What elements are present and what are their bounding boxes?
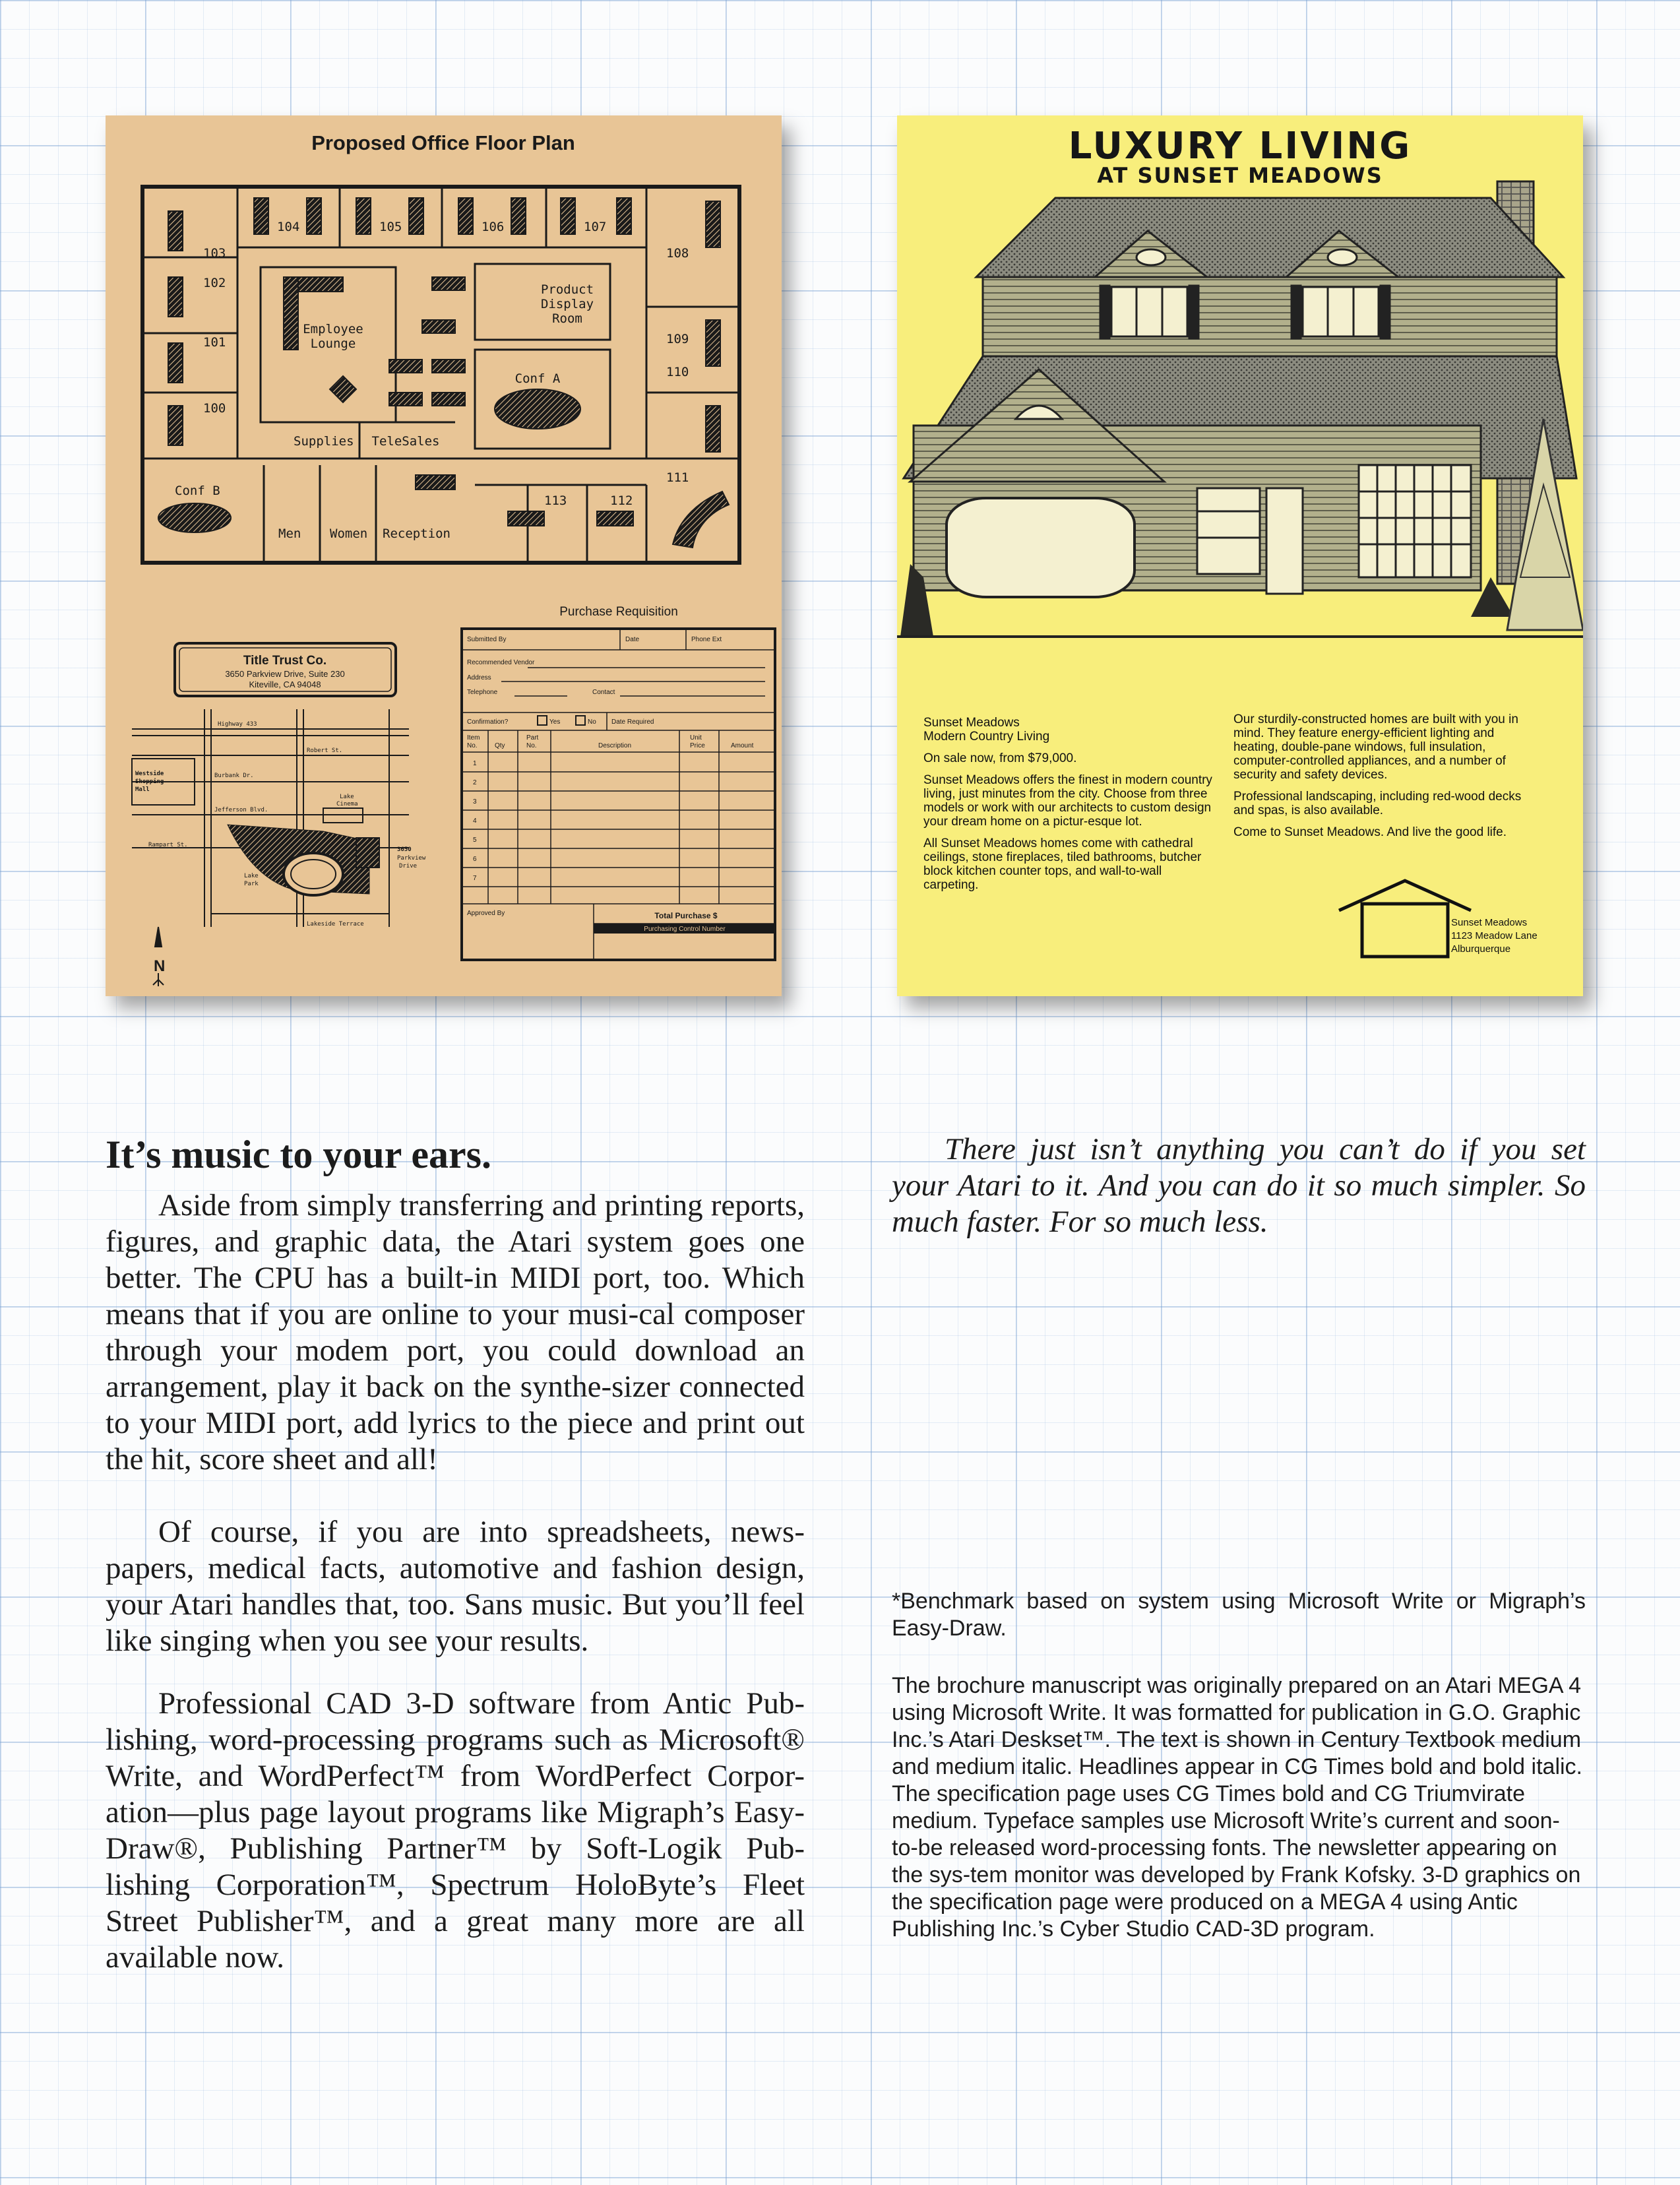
desk-blocks xyxy=(158,198,729,548)
map-park-line1: Lake xyxy=(244,873,259,879)
room-conf-b: Conf B xyxy=(175,484,220,498)
room-supplies: Supplies xyxy=(294,434,354,449)
req-no: No xyxy=(588,718,596,726)
req-telephone: Telephone xyxy=(467,689,498,696)
room-109: 109 xyxy=(666,332,689,346)
flyer-intro: Sunset Meadows offers the finest in modern country living, just minutes from the city. Choose from three models or work with our architects to custom design your dream home on a pictur-esque lot. xyxy=(923,773,1212,829)
logo-company: Sunset Meadows xyxy=(1451,917,1528,928)
logo-street: 1123 Meadow Lane xyxy=(1451,930,1538,941)
flyer-landscaping: Professional landscaping, including red-wood decks and spas, is also available. xyxy=(1233,790,1522,817)
req-row-number: 4 xyxy=(473,817,477,825)
room-lounge-line2: Lounge xyxy=(310,336,356,351)
room-reception: Reception xyxy=(383,526,451,541)
article-heading: It’s music to your ears. xyxy=(106,1133,491,1176)
room-lounge-line1: Employee xyxy=(303,322,363,336)
room-product-line1: Product xyxy=(540,282,594,297)
req-col-unit-line1: Unit xyxy=(690,734,702,742)
map-jefferson: Jefferson Blvd. xyxy=(214,807,268,813)
requisition-title: Purchase Requisition xyxy=(559,605,678,619)
room-103: 103 xyxy=(203,246,226,261)
req-date-required: Date Required xyxy=(611,718,654,726)
map-mall-line1: Westside xyxy=(135,771,164,777)
req-col-part-line2: No. xyxy=(526,742,537,749)
room-telesales: TeleSales xyxy=(371,434,440,449)
floor-plan-document xyxy=(106,115,782,996)
req-row-number: 5 xyxy=(473,837,477,844)
req-address: Address xyxy=(467,674,491,681)
req-yes: Yes xyxy=(549,718,561,726)
article-paragraph-closing: There just isn’t anything you can’t do if you set your Atari to it. And you can do it so much simpler. So much faster. For so much less. xyxy=(892,1132,1586,1239)
map-building-line2: Parkview xyxy=(397,855,426,862)
req-row-number: 2 xyxy=(473,779,477,786)
room-106: 106 xyxy=(482,220,505,234)
upper-wall xyxy=(983,277,1557,356)
room-101: 101 xyxy=(203,335,226,350)
req-col-description: Description xyxy=(598,742,632,749)
flyer-left-column xyxy=(923,716,1214,900)
room-105: 105 xyxy=(379,220,402,234)
req-col-amount: Amount xyxy=(731,742,754,749)
req-total-purchase: Total Purchase $ xyxy=(654,911,718,920)
req-phone-ext: Phone Ext xyxy=(691,636,722,643)
map-mall-line2: Shopping xyxy=(135,778,164,785)
map-burbank: Burbank Dr. xyxy=(214,773,254,779)
garage-door xyxy=(947,498,1135,597)
req-date: Date xyxy=(625,636,640,643)
flyer-brand: Sunset Meadows xyxy=(923,716,1020,730)
colophon-note: The brochure manuscript was originally prepared on an Atari MEGA 4 using Microsoft Write. It was formatted for publication in G.O. Graphic Inc.’s Atari Deskset™. The text is shown in Century Textbook medium and medium italic. Headlines appear in CG Times bold and bold italic. The specification page uses CG Times bold and CG Triumvirate medium. Typeface samples use Microsoft Write’s current and soon-to-be released word-processing fonts. The newsletter appearing on the sys-tem monitor was developed by Frank Kofsky. 3-D graphics on the specification page were produced on a MEGA 4 using Antic Publishing Inc.’s Cyber Studio CAD-3D program. xyxy=(892,1673,1582,1942)
req-row-number: 1 xyxy=(473,760,477,767)
map-rampart: Rampart St. xyxy=(148,842,188,848)
room-conf-a: Conf A xyxy=(514,371,561,386)
map-building-line1: 3650 xyxy=(397,846,412,853)
map-mall-line3: Mall xyxy=(135,786,150,793)
req-confirmation: Confirmation? xyxy=(467,718,509,726)
room-107: 107 xyxy=(584,220,607,234)
company-address-line1: 3650 Parkview Drive, Suite 230 xyxy=(225,669,345,679)
map-building-line3: Drive xyxy=(399,863,418,870)
req-control-number: Purchasing Control Number xyxy=(644,926,726,933)
flyer-right-column xyxy=(1233,712,1524,847)
flyer-headline: LUXURY LIVING xyxy=(1068,125,1412,168)
req-col-qty: Qty xyxy=(495,742,505,749)
req-col-part-line1: Part xyxy=(526,734,539,742)
flyer-tagline: Modern Country Living xyxy=(923,730,1050,744)
req-vendor: Recommended Vendor xyxy=(467,659,535,666)
article-paragraph-software: Professional CAD 3-D software from Antic Pub-lishing, word-processing programs such as Microsoft® Write, and WordPerfect™ from WordPerfect Corpor-ation—plus page layout programs like Migraph’s Easy-Draw®, Publishing Partner™ by Soft-Logik Pub-lishing Corporation™, Spectrum HoloByte’s Fleet Street Publisher™, and a great many more are all available now. xyxy=(106,1686,805,1975)
map-cinema-line1: Lake xyxy=(340,794,354,800)
luxury-living-flyer xyxy=(897,115,1583,996)
req-row-number: 7 xyxy=(473,875,477,882)
north-arrow-label: N xyxy=(154,957,166,975)
map-park-line2: Park xyxy=(244,881,259,887)
room-men: Men xyxy=(278,526,301,541)
req-col-item-line1: Item xyxy=(467,734,480,742)
room-product-line2: Display xyxy=(540,297,594,311)
map-lakeside: Lakeside Terrace xyxy=(307,921,364,928)
req-col-unit-line2: Price xyxy=(690,742,705,749)
flyer-subheadline: AT SUNSET MEADOWS xyxy=(1097,163,1383,188)
room-100: 100 xyxy=(203,401,226,416)
upper-roof xyxy=(976,198,1563,277)
flyer-closing: Come to Sunset Meadows. And live the good life. xyxy=(1233,825,1507,839)
company-name: Title Trust Co. xyxy=(243,654,327,668)
room-104: 104 xyxy=(277,220,300,234)
map-robert: Robert St. xyxy=(307,747,343,754)
flyer-features: All Sunset Meadows homes come with cathedral ceilings, stone fireplaces, tiled bathrooms, butcher block kitchen counter tops, and wall-to-wall carpeting. xyxy=(923,837,1202,892)
room-113: 113 xyxy=(544,493,567,508)
req-approved-by: Approved By xyxy=(467,910,505,917)
req-contact: Contact xyxy=(592,689,615,696)
room-108: 108 xyxy=(666,246,689,261)
purchase-requisition-form xyxy=(462,605,775,960)
room-women: Women xyxy=(330,526,368,541)
article-paragraph-applications: Of course, if you are into spreadsheets, news-papers, medical facts, automotive and fashion design, your Atari handles that, too. Sans music. But you’ll feel like singing when you see your results. xyxy=(106,1515,805,1658)
flyer-construction: Our sturdily-constructed homes are built with you in mind. They feature energy-efficient lighting and heating, double-pane windows, full insulation, computer-controlled appliances, and a number of security and safety devices. xyxy=(1233,712,1518,782)
map-cinema-line2: Cinema xyxy=(336,801,358,808)
benchmark-footnote: *Benchmark based on system using Microsoft Write or Migraph’s Easy-Draw. xyxy=(892,1589,1586,1641)
logo-city: Alburquerque xyxy=(1451,943,1511,955)
req-col-item-line2: No. xyxy=(467,742,478,749)
flyer-price: On sale now, from $79,000. xyxy=(923,751,1077,765)
room-product-line3: Room xyxy=(552,311,582,326)
floor-plan-title: Proposed Office Floor Plan xyxy=(311,131,575,154)
req-submitted-by: Submitted By xyxy=(467,636,507,643)
req-row-number: 3 xyxy=(473,798,477,806)
room-110: 110 xyxy=(666,365,689,379)
article-paragraph-midi: Aside from simply transferring and printing reports, figures, and graphic data, the Atari system goes one better. The CPU has a built-in MIDI port, too. Which means that if you are online to your musi-cal composer through your modem port, you could download an arrangement, play it back on the synthe-sizer connected to your MIDI port, add lyrics to the piece and print out the hit, score sheet and all! xyxy=(106,1188,805,1476)
map-highway: Highway 433 xyxy=(218,721,257,728)
company-box xyxy=(175,643,396,696)
floor-plan-illustration xyxy=(106,115,782,996)
room-102: 102 xyxy=(203,276,226,290)
company-address-line2: Kiteville, CA 94048 xyxy=(249,680,321,689)
room-111: 111 xyxy=(666,470,689,485)
room-112: 112 xyxy=(610,493,633,508)
req-row-number: 6 xyxy=(473,856,477,863)
